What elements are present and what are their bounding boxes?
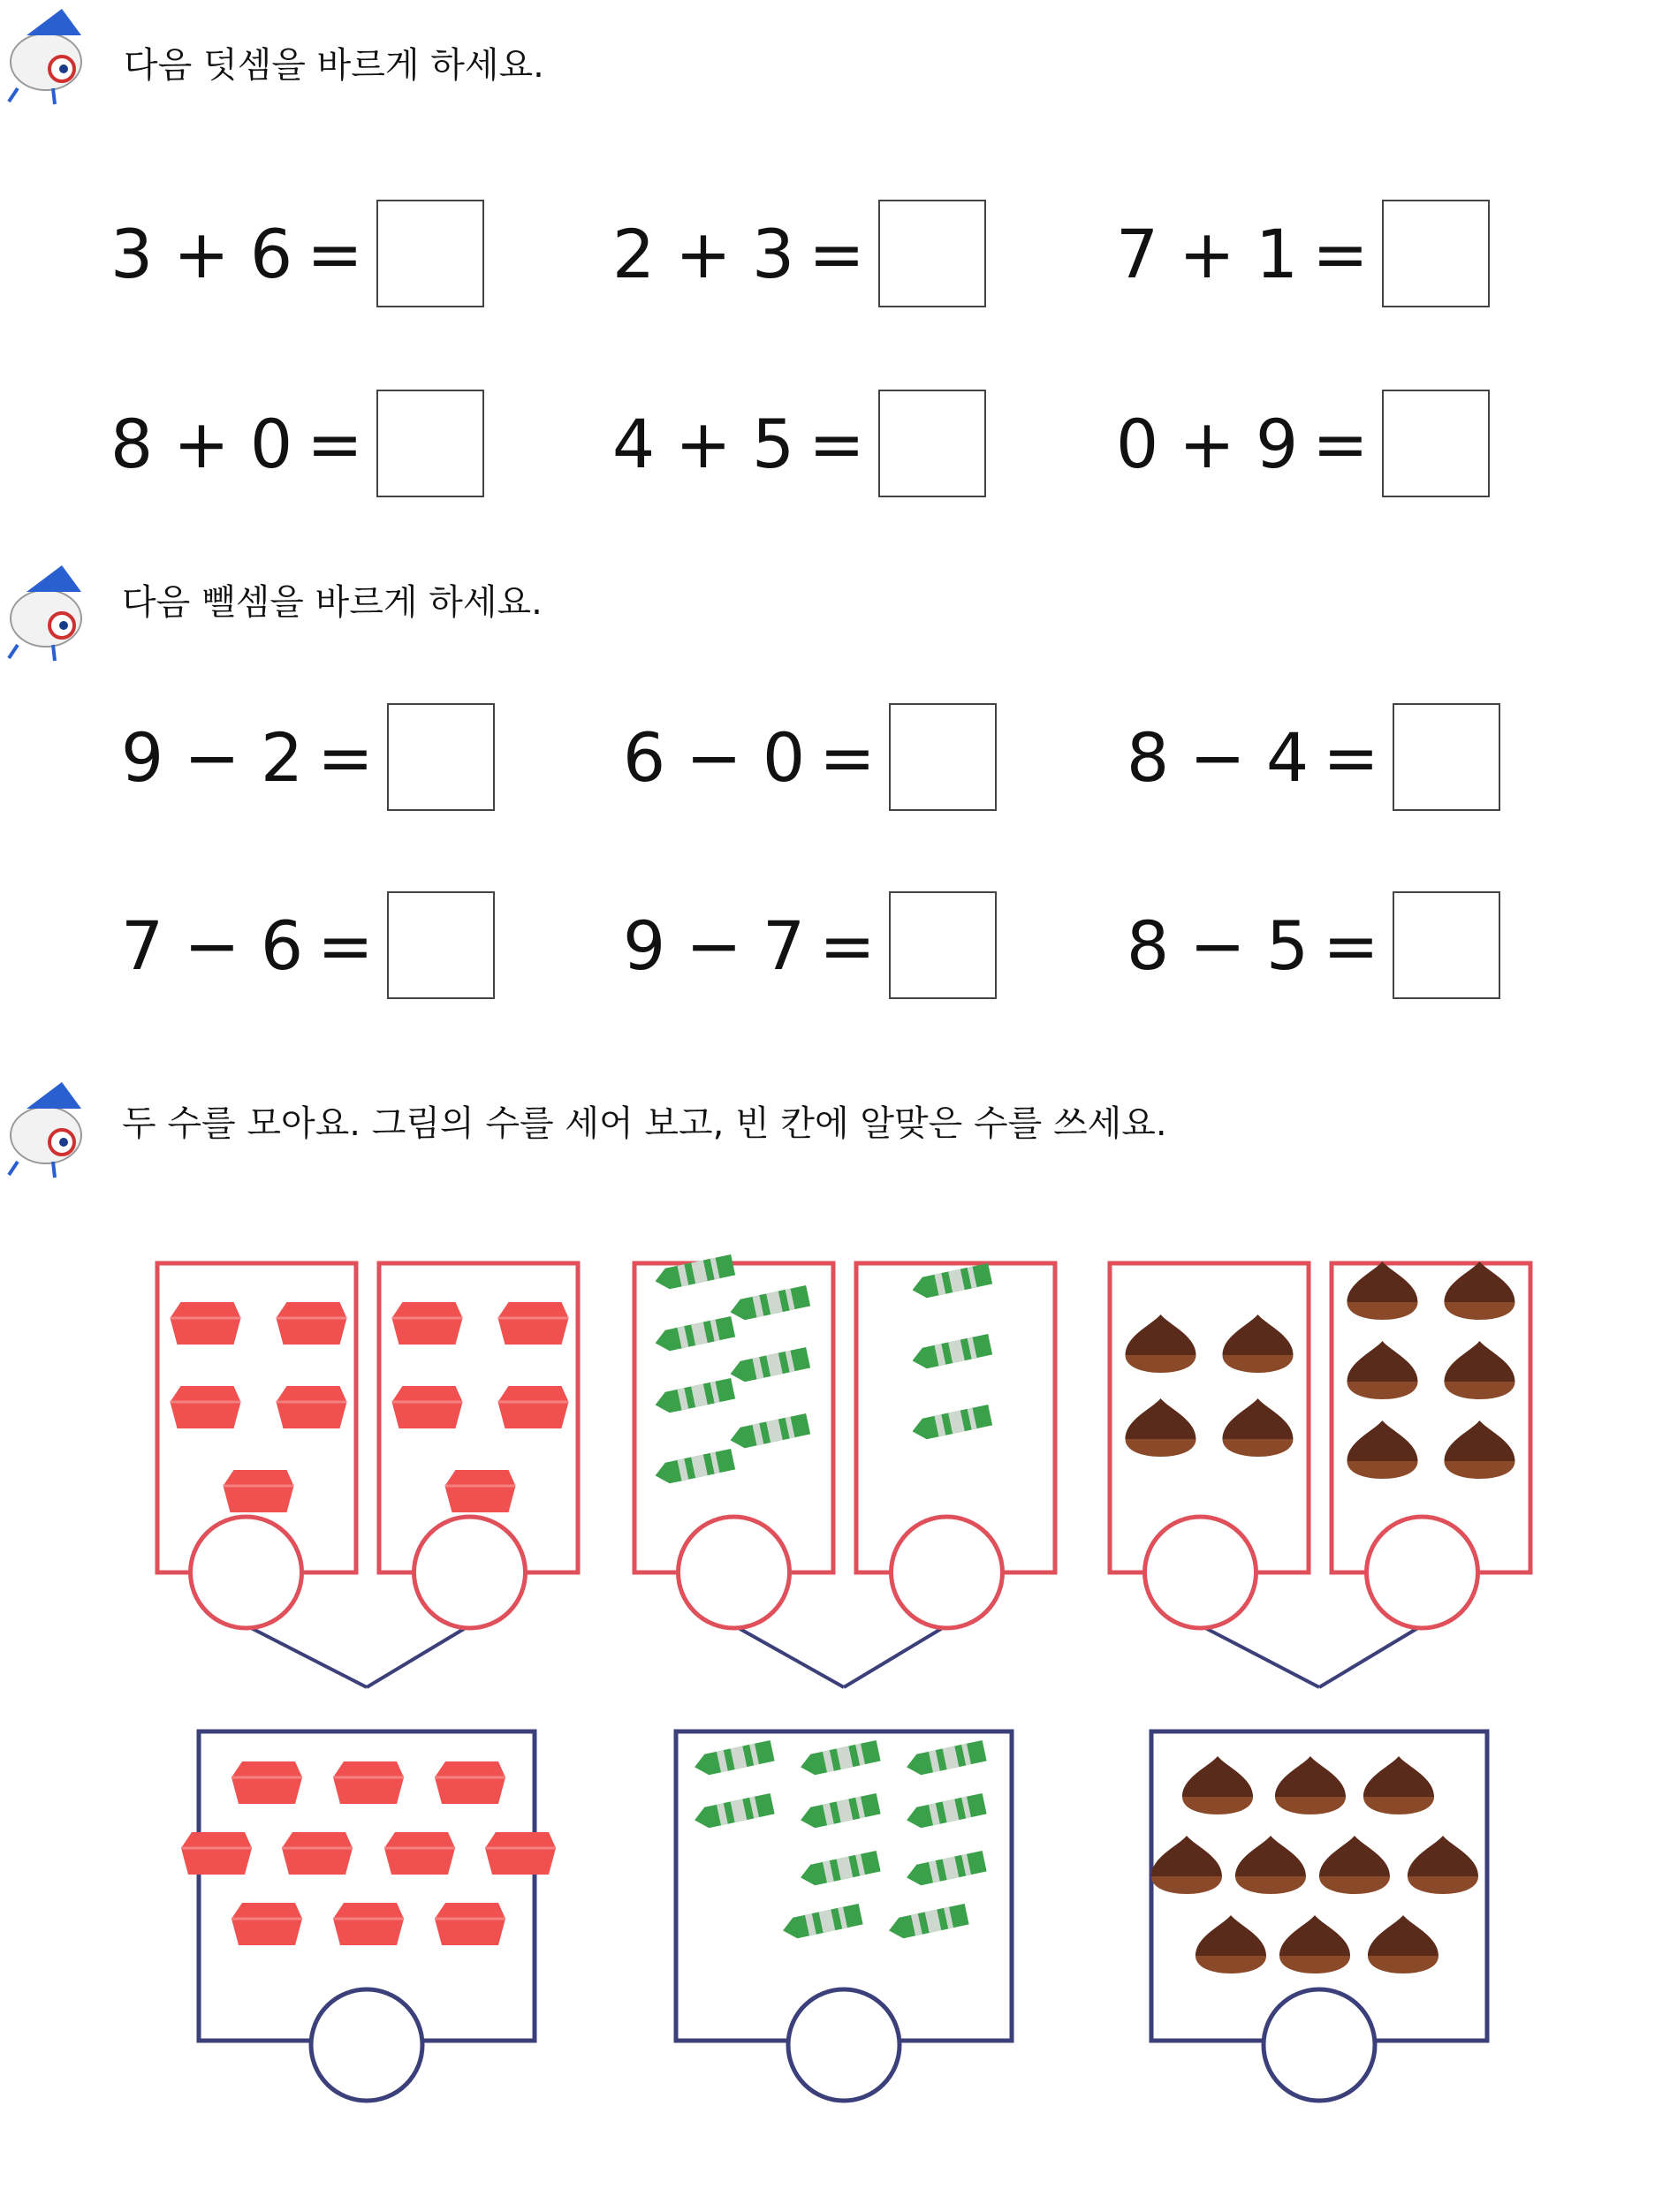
addition-row (0, 196, 1670, 311)
chestnut-icon (1347, 1261, 1418, 1320)
eraser-icon (282, 1832, 353, 1875)
operand: 0 (1115, 404, 1159, 483)
operand: 1 (1255, 214, 1299, 293)
chestnut-icon (1196, 1915, 1266, 1973)
subtraction-problem (115, 888, 495, 1003)
answer-circle[interactable] (892, 1517, 1003, 1628)
eraser-icon (277, 1386, 347, 1428)
answer-box[interactable] (889, 891, 997, 999)
operator: − (184, 905, 240, 985)
grouping-diagram (0, 1219, 1670, 2212)
eraser-icon (171, 1386, 241, 1428)
instruction-subtraction: 다음 뺄셈을 바르게 하세요. (122, 582, 543, 623)
connector-line (844, 1625, 947, 1687)
operand: 5 (751, 404, 795, 483)
equals-sign: = (1323, 905, 1379, 985)
operand: 0 (249, 404, 293, 483)
eraser-icon (435, 1903, 505, 1945)
subtraction-problem (617, 888, 997, 1003)
chestnut-icon (1275, 1756, 1346, 1814)
equals-sign: = (307, 404, 363, 483)
operand: 6 (260, 905, 304, 985)
crayon-icon (693, 1740, 775, 1777)
crayon-icon (905, 1740, 987, 1777)
answer-box[interactable] (1393, 703, 1500, 811)
answer-box[interactable] (376, 200, 484, 307)
eraser-icon (392, 1386, 463, 1428)
operator: + (1179, 214, 1235, 293)
crayon-icon (905, 1793, 987, 1830)
eraser-icon (232, 1903, 302, 1945)
subtraction-problem (115, 700, 495, 814)
operand: 8 (110, 404, 154, 483)
crayon-icon (799, 1793, 881, 1830)
answer-circle[interactable] (311, 1989, 422, 2101)
equals-sign: = (1323, 717, 1379, 797)
operand: 4 (1265, 717, 1309, 797)
eraser-icon (333, 1903, 404, 1945)
eraser-icon (485, 1832, 556, 1875)
eraser-icon (181, 1832, 252, 1875)
eraser-icon (435, 1761, 505, 1804)
chestnut-icon (1445, 1341, 1515, 1399)
operand: 7 (1115, 214, 1159, 293)
answer-box[interactable] (1382, 390, 1490, 497)
answer-box[interactable] (878, 390, 986, 497)
mascot-icon (0, 1073, 97, 1179)
operand: 6 (249, 214, 293, 293)
answer-circle[interactable] (1145, 1517, 1256, 1628)
crayon-icon (905, 1851, 987, 1888)
chestnut-icon (1368, 1915, 1438, 1973)
subtraction-row (0, 700, 1670, 814)
crayon-icon (910, 1263, 992, 1300)
operand: 9 (120, 717, 164, 797)
answer-box[interactable] (889, 703, 997, 811)
crayon-icon (693, 1793, 775, 1830)
chestnut-icon (1445, 1420, 1515, 1479)
chestnut-icon (1223, 1314, 1294, 1373)
operand: 9 (622, 905, 666, 985)
subtraction-problem (1120, 888, 1500, 1003)
chestnut-icon (1347, 1341, 1418, 1399)
crayon-icon (728, 1347, 810, 1384)
chestnut-icon (1279, 1915, 1350, 1973)
eraser-icon (384, 1832, 455, 1875)
crayon-icon (799, 1851, 881, 1888)
operand: 8 (1126, 717, 1170, 797)
connector-line (367, 1625, 470, 1687)
operand: 2 (260, 717, 304, 797)
addition-problem (1110, 386, 1490, 501)
answer-box[interactable] (387, 891, 495, 999)
eraser-icon (498, 1386, 569, 1428)
operator: + (173, 214, 230, 293)
answer-box[interactable] (387, 703, 495, 811)
operand: 2 (611, 214, 656, 293)
equals-sign: = (808, 214, 865, 293)
operator: − (1189, 717, 1246, 797)
connector-line (734, 1625, 845, 1687)
equals-sign: = (819, 905, 876, 985)
chestnut-icon (1363, 1756, 1434, 1814)
chestnut-icon (1347, 1420, 1418, 1479)
subtraction-problem (617, 700, 997, 814)
operand: 3 (110, 214, 154, 293)
operand: 5 (1265, 905, 1309, 985)
eraser-icon (445, 1470, 516, 1512)
addition-problem (104, 386, 484, 501)
crayon-icon (887, 1904, 969, 1941)
equals-sign: = (307, 214, 363, 293)
answer-circle[interactable] (191, 1517, 302, 1628)
equals-sign: = (317, 905, 374, 985)
eraser-icon (232, 1761, 302, 1804)
chestnut-icon (1445, 1261, 1515, 1320)
addition-problem (606, 196, 986, 311)
chestnut-icon (1126, 1314, 1196, 1373)
chestnut-icon (1126, 1398, 1196, 1457)
operator: + (173, 404, 230, 483)
equals-sign: = (317, 717, 374, 797)
equals-sign: = (808, 404, 865, 483)
eraser-icon (171, 1302, 241, 1345)
answer-box[interactable] (878, 200, 986, 307)
equals-sign: = (819, 717, 876, 797)
operand: 0 (762, 717, 806, 797)
operator: − (184, 717, 240, 797)
crayon-icon (728, 1413, 810, 1451)
mascot-icon (0, 0, 97, 106)
operator: − (1189, 905, 1246, 985)
crayon-icon (653, 1449, 735, 1486)
operand: 7 (762, 905, 806, 985)
operand: 4 (611, 404, 656, 483)
instruction-grouping: 두 수를 모아요. 그림의 수를 세어 보고, 빈 칸에 알맞은 수를 쓰세요. (122, 1103, 1167, 1144)
connector-line (1201, 1625, 1320, 1687)
answer-circle[interactable] (1367, 1517, 1478, 1628)
answer-circle[interactable] (679, 1517, 790, 1628)
eraser-icon (224, 1470, 294, 1512)
eraser-icon (498, 1302, 569, 1345)
operand: 6 (622, 717, 666, 797)
operator: + (675, 404, 732, 483)
chestnut-icon (1223, 1398, 1294, 1457)
connector-line (247, 1625, 368, 1687)
chestnut-icon (1182, 1756, 1253, 1814)
operator: + (675, 214, 732, 293)
connector-line (1319, 1625, 1423, 1687)
operator: − (686, 905, 742, 985)
crayon-icon (781, 1904, 863, 1941)
addition-problem (104, 196, 484, 311)
crayon-icon (910, 1334, 992, 1371)
answer-box[interactable] (376, 390, 484, 497)
answer-circle[interactable] (414, 1517, 526, 1628)
operand: 9 (1255, 404, 1299, 483)
eraser-icon (277, 1302, 347, 1345)
operator: + (1179, 404, 1235, 483)
crayon-icon (910, 1405, 992, 1442)
chestnut-icon (1408, 1836, 1478, 1894)
operand: 8 (1126, 905, 1170, 985)
addition-problem (1110, 196, 1490, 311)
subtraction-row (0, 888, 1670, 1003)
crayon-icon (799, 1740, 881, 1777)
chestnut-icon (1319, 1836, 1390, 1894)
crayon-icon (653, 1316, 735, 1353)
answer-box[interactable] (1382, 200, 1490, 307)
operand: 3 (751, 214, 795, 293)
answer-circle[interactable] (788, 1989, 900, 2101)
answer-box[interactable] (1393, 891, 1500, 999)
eraser-icon (392, 1302, 463, 1345)
addition-problem (606, 386, 986, 501)
crayon-icon (728, 1285, 810, 1322)
equals-sign: = (1312, 214, 1369, 293)
chestnut-icon (1151, 1836, 1222, 1894)
answer-circle[interactable] (1264, 1989, 1375, 2101)
instruction-addition: 다음 덧셈을 바르게 하세요. (124, 45, 544, 86)
operand: 7 (120, 905, 164, 985)
chestnut-icon (1235, 1836, 1306, 1894)
subtraction-problem (1120, 700, 1500, 814)
operator: − (686, 717, 742, 797)
equals-sign: = (1312, 404, 1369, 483)
crayon-icon (653, 1378, 735, 1415)
crayon-icon (653, 1254, 735, 1292)
eraser-icon (333, 1761, 404, 1804)
mascot-icon (0, 557, 97, 663)
addition-row (0, 386, 1670, 501)
